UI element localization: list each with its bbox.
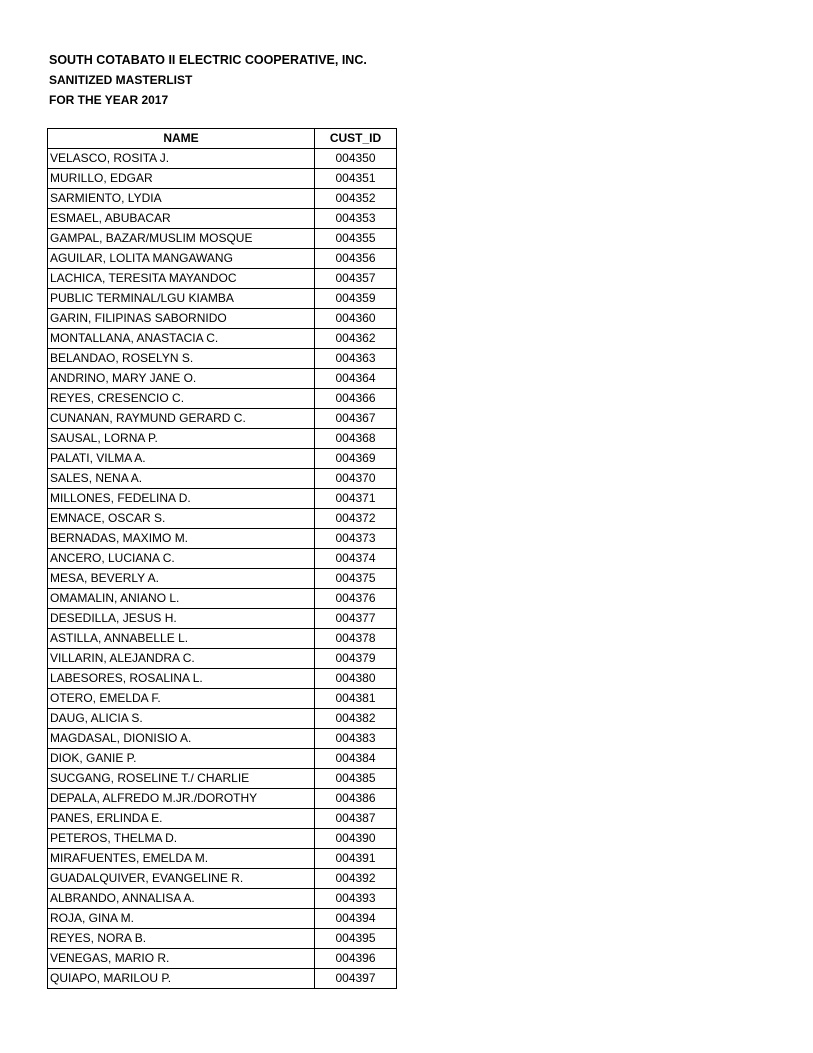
cell-name: CUNANAN, RAYMUND GERARD C. — [48, 409, 315, 429]
table-row — [48, 409, 397, 429]
cell-cust-id: 004378 — [315, 629, 397, 649]
table-row — [48, 789, 397, 809]
cell-name: REYES, CRESENCIO C. — [48, 389, 315, 409]
cell-cust-id: 004374 — [315, 549, 397, 569]
table-row — [48, 349, 397, 369]
cell-name: QUIAPO, MARILOU P. — [48, 969, 315, 989]
table-body — [48, 149, 397, 989]
cell-cust-id: 004385 — [315, 769, 397, 789]
cell-cust-id: 004370 — [315, 469, 397, 489]
cell-name: SALES, NENA A. — [48, 469, 315, 489]
table-row — [48, 909, 397, 929]
table-row — [48, 689, 397, 709]
masterlist-table — [47, 128, 397, 989]
cell-cust-id: 004367 — [315, 409, 397, 429]
cell-cust-id: 004382 — [315, 709, 397, 729]
cell-name: AGUILAR, LOLITA MANGAWANG — [48, 249, 315, 269]
table-row — [48, 289, 397, 309]
table-row — [48, 309, 397, 329]
table-row — [48, 569, 397, 589]
company-name: SOUTH COTABATO II ELECTRIC COOPERATIVE, INC. — [49, 53, 367, 67]
table-row — [48, 229, 397, 249]
table-row — [48, 509, 397, 529]
cell-cust-id: 004396 — [315, 949, 397, 969]
cell-cust-id: 004351 — [315, 169, 397, 189]
cell-name: VILLARIN, ALEJANDRA C. — [48, 649, 315, 669]
cell-name: BERNADAS, MAXIMO M. — [48, 529, 315, 549]
cell-name: VELASCO, ROSITA J. — [48, 149, 315, 169]
cell-name: PALATI, VILMA A. — [48, 449, 315, 469]
table-row — [48, 469, 397, 489]
cell-cust-id: 004362 — [315, 329, 397, 349]
cell-name: PETEROS, THELMA D. — [48, 829, 315, 849]
cell-cust-id: 004356 — [315, 249, 397, 269]
cell-name: PANES, ERLINDA E. — [48, 809, 315, 829]
cell-name: OTERO, EMELDA F. — [48, 689, 315, 709]
cell-cust-id: 004381 — [315, 689, 397, 709]
cell-name: ASTILLA, ANNABELLE L. — [48, 629, 315, 649]
cell-name: GAMPAL, BAZAR/MUSLIM MOSQUE — [48, 229, 315, 249]
column-header-name: NAME — [48, 129, 315, 149]
cell-cust-id: 004350 — [315, 149, 397, 169]
cell-name: ALBRANDO, ANNALISA A. — [48, 889, 315, 909]
cell-cust-id: 004357 — [315, 269, 397, 289]
cell-name: MONTALLANA, ANASTACIA C. — [48, 329, 315, 349]
table-row — [48, 769, 397, 789]
cell-cust-id: 004366 — [315, 389, 397, 409]
cell-cust-id: 004393 — [315, 889, 397, 909]
document-year: FOR THE YEAR 2017 — [49, 93, 169, 107]
cell-cust-id: 004355 — [315, 229, 397, 249]
cell-name: GUADALQUIVER, EVANGELINE R. — [48, 869, 315, 889]
cell-cust-id: 004386 — [315, 789, 397, 809]
cell-name: ANDRINO, MARY JANE O. — [48, 369, 315, 389]
cell-cust-id: 004380 — [315, 669, 397, 689]
cell-name: BELANDAO, ROSELYN S. — [48, 349, 315, 369]
table-row — [48, 809, 397, 829]
document-subtitle: SANITIZED MASTERLIST — [49, 73, 193, 87]
table-row — [48, 649, 397, 669]
cell-cust-id: 004372 — [315, 509, 397, 529]
cell-name: MAGDASAL, DIONISIO A. — [48, 729, 315, 749]
cell-cust-id: 004359 — [315, 289, 397, 309]
cell-name: DESEDILLA, JESUS H. — [48, 609, 315, 629]
table-row — [48, 849, 397, 869]
cell-cust-id: 004397 — [315, 969, 397, 989]
table-row — [48, 389, 397, 409]
table-row — [48, 829, 397, 849]
cell-name: PUBLIC TERMINAL/LGU KIAMBA — [48, 289, 315, 309]
cell-cust-id: 004375 — [315, 569, 397, 589]
cell-cust-id: 004394 — [315, 909, 397, 929]
table-row — [48, 429, 397, 449]
table-row — [48, 449, 397, 469]
cell-name: GARIN, FILIPINAS SABORNIDO — [48, 309, 315, 329]
cell-cust-id: 004395 — [315, 929, 397, 949]
table-row — [48, 749, 397, 769]
cell-name: MIRAFUENTES, EMELDA M. — [48, 849, 315, 869]
table-row — [48, 629, 397, 649]
cell-name: LACHICA, TERESITA MAYANDOC — [48, 269, 315, 289]
table-row — [48, 269, 397, 289]
cell-name: ESMAEL, ABUBACAR — [48, 209, 315, 229]
cell-name: MILLONES, FEDELINA D. — [48, 489, 315, 509]
cell-cust-id: 004376 — [315, 589, 397, 609]
table-row — [48, 889, 397, 909]
cell-cust-id: 004384 — [315, 749, 397, 769]
cell-cust-id: 004387 — [315, 809, 397, 829]
table-row — [48, 669, 397, 689]
table-row — [48, 209, 397, 229]
cell-cust-id: 004373 — [315, 529, 397, 549]
table-row — [48, 869, 397, 889]
table-row — [48, 329, 397, 349]
table-row — [48, 589, 397, 609]
cell-cust-id: 004391 — [315, 849, 397, 869]
cell-cust-id: 004363 — [315, 349, 397, 369]
cell-name: DEPALA, ALFREDO M.JR./DOROTHY — [48, 789, 315, 809]
table-row — [48, 969, 397, 989]
cell-name: LABESORES, ROSALINA L. — [48, 669, 315, 689]
cell-cust-id: 004364 — [315, 369, 397, 389]
cell-name: DIOK, GANIE P. — [48, 749, 315, 769]
cell-cust-id: 004390 — [315, 829, 397, 849]
cell-cust-id: 004392 — [315, 869, 397, 889]
table-header-row — [48, 129, 397, 149]
table-row — [48, 609, 397, 629]
table-row — [48, 929, 397, 949]
cell-name: SARMIENTO, LYDIA — [48, 189, 315, 209]
cell-name: REYES, NORA B. — [48, 929, 315, 949]
cell-name: VENEGAS, MARIO R. — [48, 949, 315, 969]
cell-cust-id: 004353 — [315, 209, 397, 229]
cell-name: MESA, BEVERLY A. — [48, 569, 315, 589]
cell-name: ANCERO, LUCIANA C. — [48, 549, 315, 569]
document-header — [49, 50, 367, 110]
cell-cust-id: 004368 — [315, 429, 397, 449]
cell-name: ROJA, GINA M. — [48, 909, 315, 929]
cell-name: SUCGANG, ROSELINE T./ CHARLIE — [48, 769, 315, 789]
cell-name: MURILLO, EDGAR — [48, 169, 315, 189]
table-row — [48, 529, 397, 549]
cell-cust-id: 004352 — [315, 189, 397, 209]
table-row — [48, 709, 397, 729]
cell-cust-id: 004379 — [315, 649, 397, 669]
table-row — [48, 549, 397, 569]
table-row — [48, 369, 397, 389]
table-row — [48, 169, 397, 189]
table-row — [48, 189, 397, 209]
cell-cust-id: 004377 — [315, 609, 397, 629]
table-row — [48, 249, 397, 269]
column-header-cust-id: CUST_ID — [315, 129, 397, 149]
cell-cust-id: 004369 — [315, 449, 397, 469]
table-row — [48, 149, 397, 169]
table-row — [48, 489, 397, 509]
cell-cust-id: 004383 — [315, 729, 397, 749]
cell-cust-id: 004371 — [315, 489, 397, 509]
cell-cust-id: 004360 — [315, 309, 397, 329]
cell-name: SAUSAL, LORNA P. — [48, 429, 315, 449]
table-row — [48, 949, 397, 969]
cell-name: OMAMALIN, ANIANO L. — [48, 589, 315, 609]
cell-name: DAUG, ALICIA S. — [48, 709, 315, 729]
table-row — [48, 729, 397, 749]
cell-name: EMNACE, OSCAR S. — [48, 509, 315, 529]
